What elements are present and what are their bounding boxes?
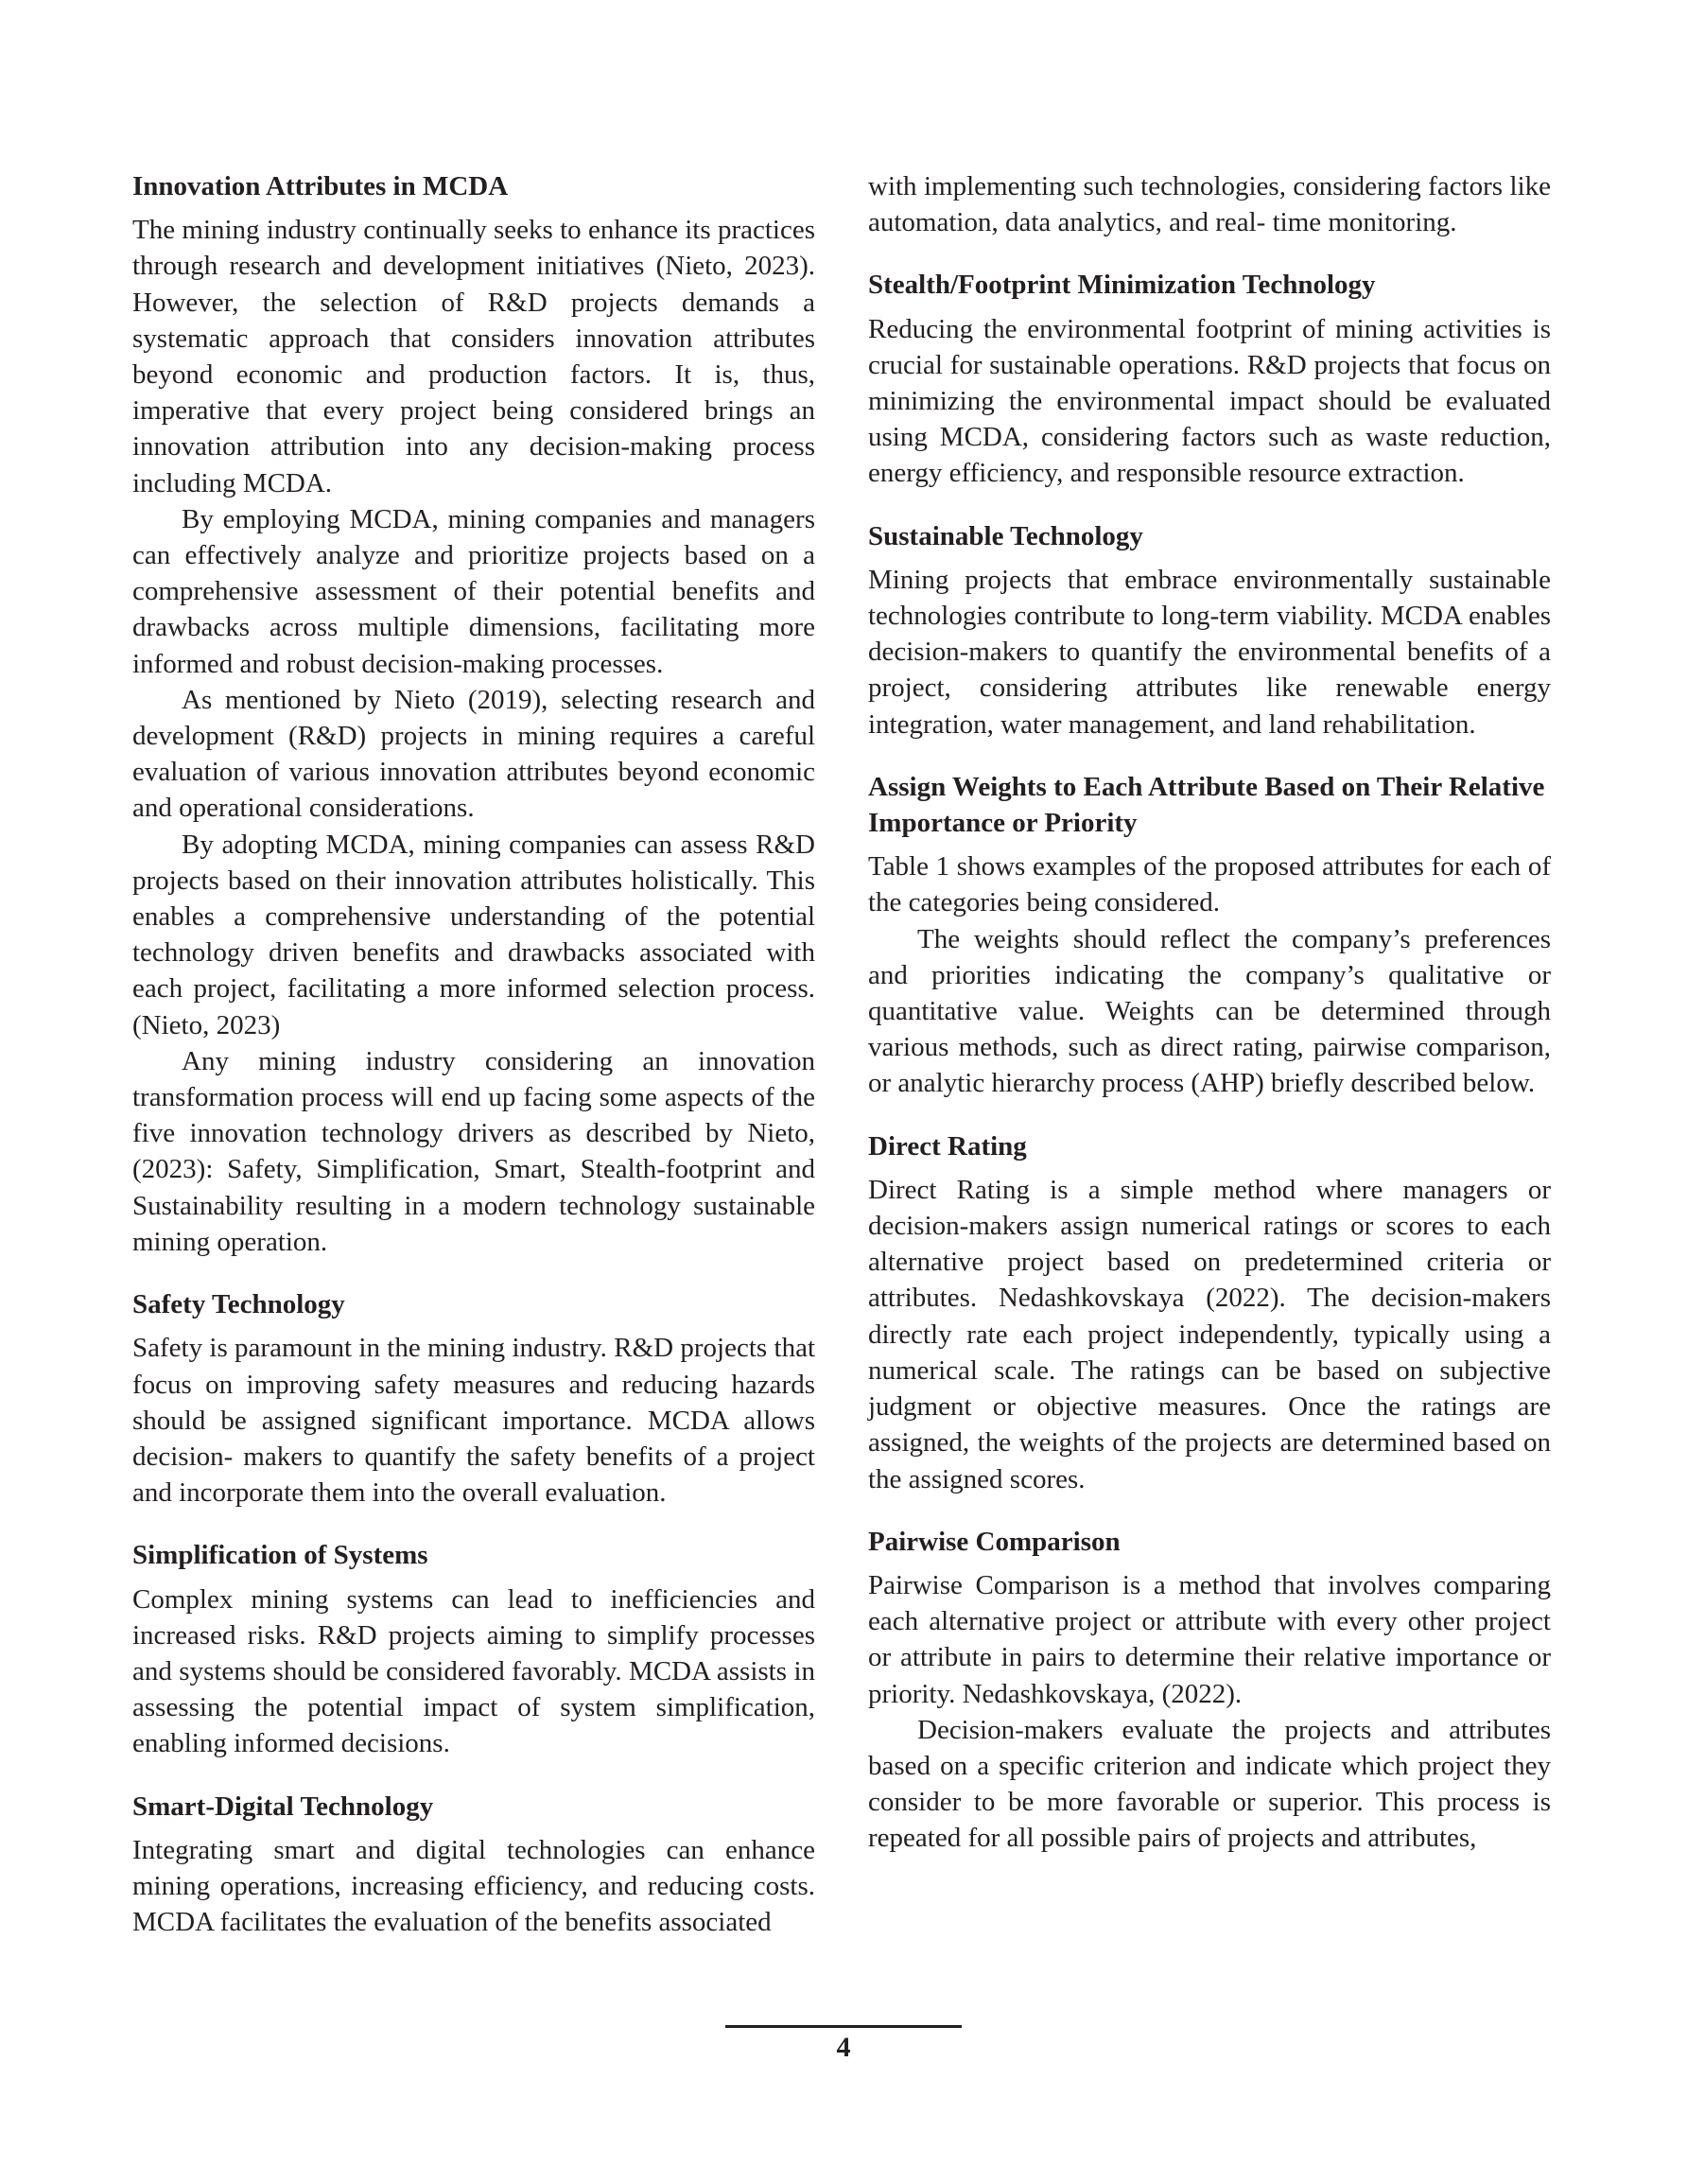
paragraph: Complex mining systems can lead to inefficiencies and increased risks. R&D projects aiming to simplify processes and systems should be considered favorably. MCDA assists in assessing the potential impact of system simplification, enabling informed decisions. [132,1583,815,1759]
section-heading: Stealth/Footprint Minimization Technology [868,270,1376,301]
section-direct-rating [868,1128,1551,1497]
paragraph: Table 1 shows examples of the proposed attributes for each of the categories being considered. [868,851,1551,918]
paragraph: Decision-makers evaluate the projects and attributes based on a specific criterion and indicate which project they consider to be more favorable or superior. This process is repeated for all possible pairs of projects and attributes, [868,1714,1551,1854]
paragraph: Direct Rating is a simple method where managers or decision-makers assign numerical ratings or scores to each alternative project based on predetermined criteria or attributes. Nedashkovskaya (2022). The decision-makers directly rate each project independently, typically using a numerical scale. The ratings can be based on subjective judgment or objective measures. Once the ratings are assigned, the weights of the projects are determined based on the assigned scores. [868,1174,1551,1494]
paragraph: The weights should reflect the company’s preferences and priorities indicating the company’s qualitative or quantitative value. Weights can be determined through various methods, such as direct rating, pairwise comparison, or analytic hierarchy process (AHP) briefly described below. [868,923,1551,1099]
section-heading: Pairwise Comparison [868,1526,1121,1557]
paragraph: Reducing the environmental footprint of mining activities is crucial for sustainable operations. R&D projects that focus on minimizing the environmental impact should be evaluated using MCDA, considering factors such as waste reduction, energy efficiency, and responsible resource extraction. [868,313,1551,489]
section-heading: Assign Weights to Each Attribute Based on Their Relative Importance or Priority [868,771,1545,839]
continuation-text [868,168,1551,240]
section-sustainable-technology [868,518,1551,743]
paragraph: The mining industry continually seeks to enhance its practices through research and development initiatives (Nieto, 2023). However, the selection of R&D projects demands a systematic approach that considers innovation attributes beyond economic and production factors. It is, thus, imperative that every project being considered brings an innovation attribution into any decision-making process including MCDA. [132,215,815,498]
page-number: 4 [836,2032,851,2063]
paragraph: Safety is paramount in the mining industry. R&D projects that focus on improving safety measures and reducing hazards should be assigned significant importance. MCDA allows decision- makers to quantify the safety benefits of a project and incorporate them into the overall evaluation. [132,1333,815,1509]
section-safety-technology [132,1286,815,1511]
section-heading: Smart-Digital Technology [132,1791,434,1822]
footer-divider [725,2025,962,2028]
paragraph: By employing MCDA, mining companies and managers can effectively analyze and prioritize projects based on a comprehensive assessment of their potential benefits and drawbacks across multiple dimensions, facilitating more informed and robust decision-making processes. [132,503,815,679]
section-stealth-footprint-technology [868,267,1551,491]
paragraph: Pairwise Comparison is a method that involves comparing each alternative project or attribute with every other project or attribute in pairs to determine their relative importance or priority. Nedashkovskaya, (2022). [868,1569,1551,1709]
paragraph: As mentioned by Nieto (2019), selecting research and development (R&D) projects in mining requires a careful evaluation of various innovation attributes beyond economic and operational considerations. [132,684,815,824]
paragraph: By adopting MCDA, mining companies can assess R&D projects based on their innovation attributes holistically. This enables a comprehensive understanding of the potential technology driven benefits and drawbacks associated with each project, facilitating a more informed selection process. (Nieto, 2023) [132,829,815,1040]
paragraph: with implementing such technologies, considering factors like automation, data analytics, and real- time monitoring. [868,171,1551,238]
paragraph: Integrating smart and digital technologies can enhance mining operations, increasing efficiency, and reducing costs. MCDA facilitates the evaluation of the benefits associated [132,1834,815,1938]
section-assign-weights [868,769,1551,1102]
paragraph: Any mining industry considering an innovation transformation process will end up facing some aspects of the five innovation technology drivers as described by Nieto, (2023): Safety, Simplification, Smart, Stealth-footprint and Sustainability resulting in a modern technology sustainable mining operation. [132,1045,815,1257]
section-heading: Innovation Attributes in MCDA [132,171,509,201]
section-heading: Simplification of Systems [132,1540,428,1571]
section-smart-digital-technology [132,1789,815,1941]
paragraph: Mining projects that embrace environmentally sustainable technologies contribute to long-term viability. MCDA enables decision-makers to quantify the environmental benefits of a project, considering attributes like renewable energy integration, water management, and land rehabilitation. [868,564,1551,740]
section-heading: Direct Rating [868,1130,1027,1162]
section-heading: Safety Technology [132,1289,345,1320]
left-column [132,168,815,1966]
section-pairwise-comparison [868,1524,1551,1857]
section-simplification-of-systems [132,1537,815,1761]
right-column [868,168,1551,1883]
section-heading: Sustainable Technology [868,520,1143,551]
section-innovation-attributes [132,168,815,1260]
